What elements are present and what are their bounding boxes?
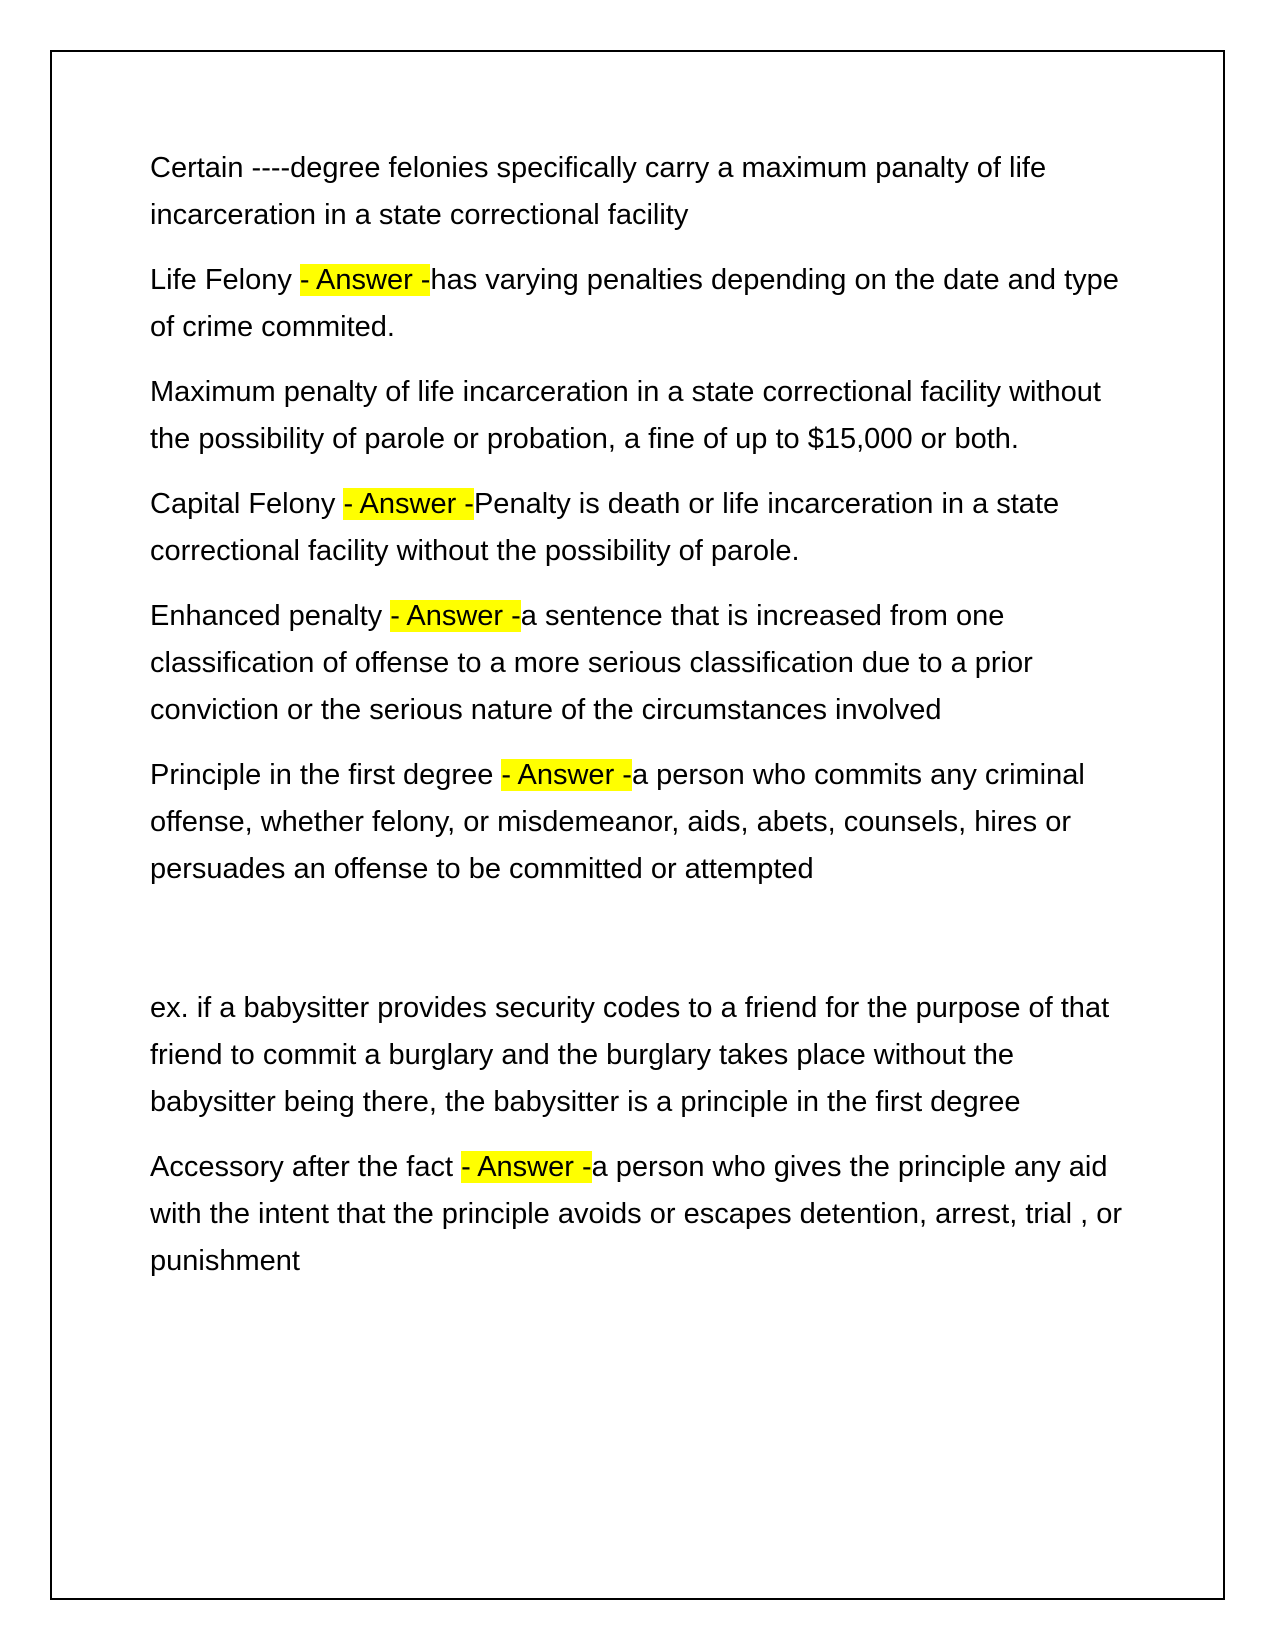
paragraph-text: Maximum penalty of life incarceration in a state correctional facility without the possibility of parole or probation, a fine of up to $15,000 or both. [150,376,1101,455]
entry-term: Enhanced penalty [150,600,391,632]
answer-highlight: - Answer - [501,759,632,791]
entry-definition: a person who gives the principle any aid with the intent that the principle avoids or escapes detention, arrest, trial , or punishment [150,1151,1123,1277]
paragraph-text: Certain ----degree felonies specifically carry a maximum panalty of life incarceration in a state correctional facility [150,152,1047,231]
answer-highlight: - Answer - [299,264,431,296]
paragraph-text: ex. if a babysitter provides security codes to a friend for the purpose of that friend to commit a burglary and the burglary takes place without the babysitter being there, the babysitter is a principle in the first degree [150,992,1110,1118]
paragraph-certain-degree-felonies [150,145,1130,239]
answer-highlight: - Answer - [461,1151,592,1183]
entry-term: Principle in the first degree [150,759,502,791]
entry-term: Life Felony [150,264,300,296]
answer-highlight: - Answer - [390,600,521,632]
entry-definition: has varying penalties depending on the date and type of crime commited. [150,264,1119,343]
entry-term: Accessory after the fact [150,1151,462,1183]
entry-accessory-after-fact [150,1144,1130,1285]
entry-definition: a person who commits any criminal offense, whether felony, or misdemeanor, aids, abets, counsels, hires or persuades an offense to be committed or attempted [150,759,1085,885]
entry-principle-first-degree [150,752,1130,893]
entry-term: Capital Felony [150,488,344,520]
document-body [150,145,1130,1303]
entry-capital-felony [150,481,1130,575]
paragraph-maximum-penalty [150,369,1130,463]
entry-life-felony [150,257,1130,351]
entry-definition: Penalty is death or life incarceration in a state correctional facility without the possibility of parole. [150,488,1060,567]
paragraph-babysitter-example [150,985,1130,1126]
answer-highlight: - Answer - [343,488,474,520]
entry-enhanced-penalty [150,593,1130,734]
entry-definition: a sentence that is increased from one classification of offense to a more serious classification due to a prior conviction or the serious nature of the circumstances involved [150,600,1033,726]
